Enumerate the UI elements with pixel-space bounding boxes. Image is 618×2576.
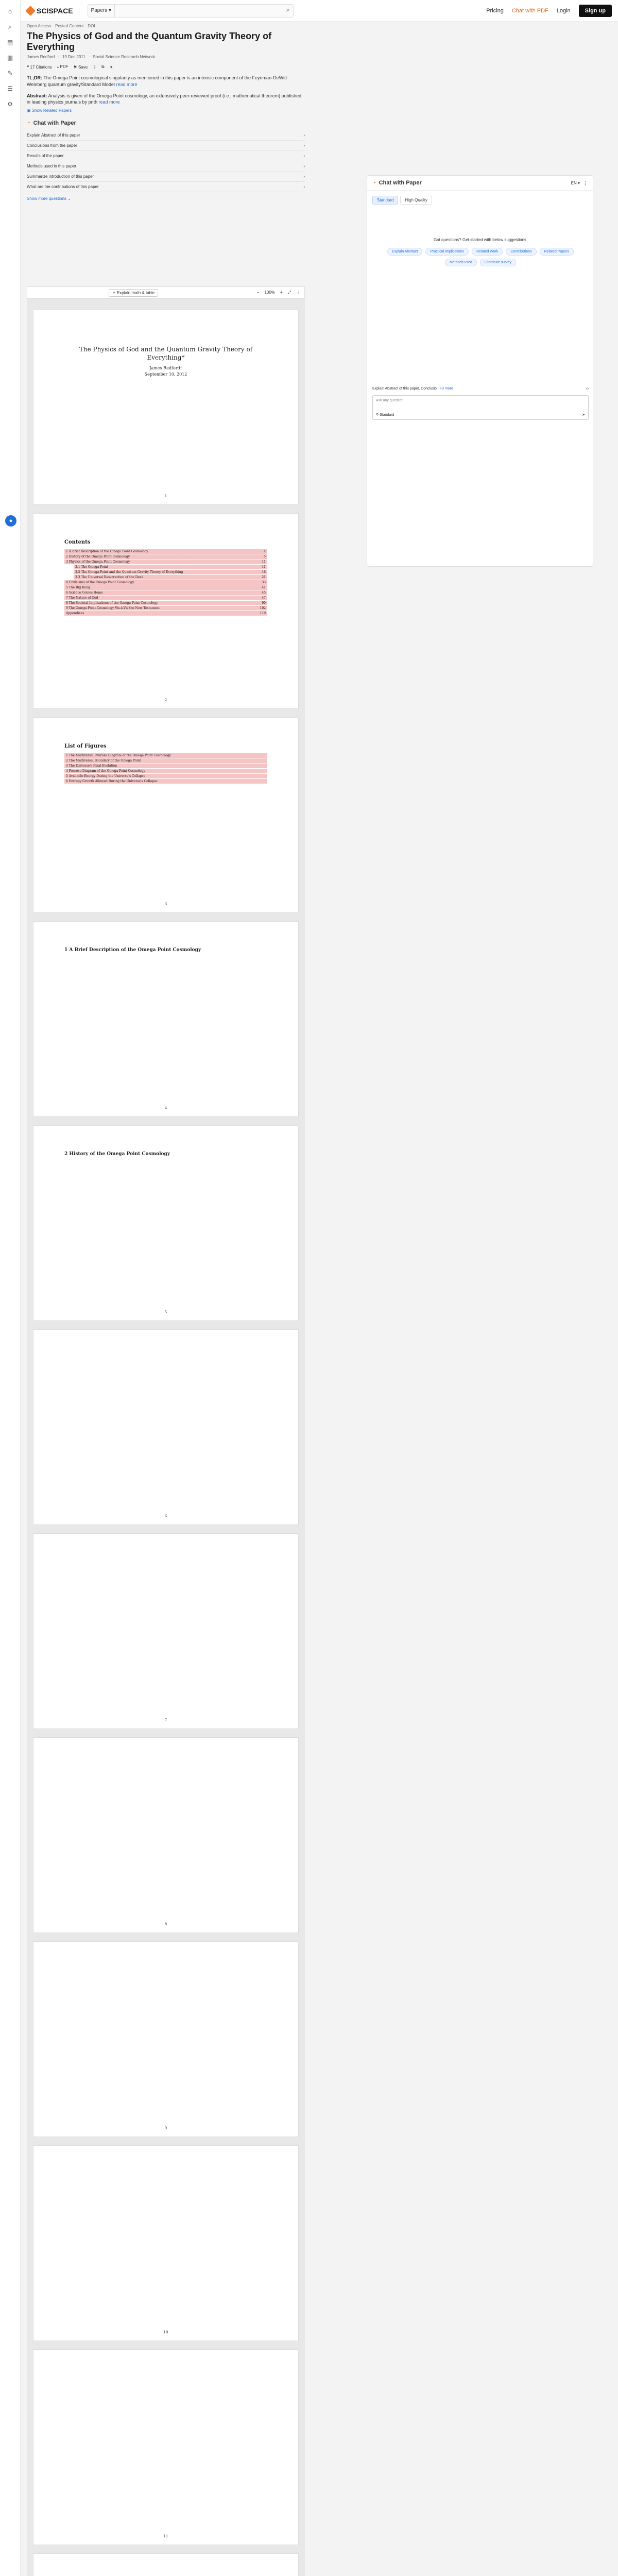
- toc-entry[interactable]: Appendixes 110: [64, 611, 267, 616]
- breadcrumb: [27, 24, 305, 28]
- context-text: Explain Abstract of this paper, Conclusio: [372, 387, 437, 391]
- save-button[interactable]: ⚑ Save: [73, 64, 88, 70]
- signup-button[interactable]: Sign up: [579, 5, 612, 17]
- input-mode-select[interactable]: ⚲ Standard: [376, 413, 394, 417]
- pdf-page: 9: [33, 1941, 299, 2137]
- publish-date: 19 Dec 2011: [62, 55, 85, 60]
- toc-entry[interactable]: 1 A Brief Description of the Omega Point Cosmology 4: [64, 549, 267, 554]
- doi-link[interactable]: DOI: [88, 24, 95, 28]
- document-icon[interactable]: ▤: [7, 39, 13, 46]
- paper-actions: [27, 64, 305, 70]
- tldr-text: The Omega Point cosmological singularity as mentioned in this paper is an intrinsic component of the Feynman-DeWitt-Weinberg quantum gravity/Standard Model: [27, 75, 289, 87]
- pdf-page: 7: [33, 1533, 299, 1729]
- pdf-page: 10: [33, 2145, 299, 2341]
- chat-icon: ◔: [372, 180, 376, 186]
- zoom-level[interactable]: 100%: [264, 290, 275, 295]
- toc-entry[interactable]: 3.3 The Universal Resurrection of the Dead 21: [74, 575, 267, 580]
- toc-entry[interactable]: 6 Science Comes Home 45: [64, 590, 267, 595]
- pdf-page: 11: [33, 2349, 299, 2545]
- quote-icon: ❝: [27, 64, 30, 70]
- share-icon[interactable]: ⇪: [93, 64, 96, 70]
- section-heading: 2 History of the Omega Point Cosmology: [64, 1151, 170, 1157]
- suggestion-chip[interactable]: Literature survey: [480, 259, 516, 266]
- fullscreen-icon[interactable]: ⤢: [287, 290, 291, 295]
- chat-panel-header: ◔ Chat with Paper EN ▾ ⋮: [367, 176, 593, 191]
- pdf-page: 2 History of the Omega Point Cosmology 5: [33, 1125, 299, 1321]
- suggestion-chip[interactable]: Explain Abstract: [387, 248, 422, 256]
- sparkle-icon: ✧: [112, 290, 117, 295]
- twitter-icon[interactable]: ✦: [109, 64, 113, 70]
- suggestion-chip[interactable]: Practical Implications: [425, 248, 469, 256]
- zoom-out-icon[interactable]: −: [256, 290, 260, 295]
- copy-icon[interactable]: ⧉: [101, 64, 105, 70]
- top-bar: [21, 0, 618, 22]
- context-bar: [372, 387, 589, 391]
- toc-entry[interactable]: 3 Physics of the Omega Point Cosmology 11: [64, 560, 267, 564]
- paper-author-in-pdf: James Redford†: [149, 366, 182, 371]
- pdf-viewer: [27, 286, 305, 2576]
- chat-icon: ◔: [27, 120, 30, 126]
- venue-link[interactable]: Social Science Research Network: [93, 55, 155, 60]
- figure-entry[interactable]: 4 Penrose Diagram of the Omega Point Cosmology: [64, 769, 267, 773]
- chevron-right-icon: ›: [303, 163, 305, 168]
- logo-icon: [25, 6, 36, 16]
- abstract-text: Analysis is given of the Omega Point cosmology, an extensively peer-reviewed proof (i.e., mathematical theorem) published in leading physics journals by prith: [27, 93, 302, 105]
- toc-entry[interactable]: 3.1 The Omega Point 11: [74, 565, 267, 569]
- pdf-page: List of Figures 1 The Multiversal Penrose Diagram of the Omega Point Cosmology 2 The Multiversal Boundary of the Omega Point 3 The Universe's Final Evolution 4 Penrose Diagram of the Omega Point Cosmology 5 Available Energy During the Universe's Collapse 6 Entropy Growth Allowed During the Universe's Collapse 3: [33, 717, 299, 913]
- pdf-toolbar: [27, 286, 305, 299]
- pen-icon[interactable]: ✎: [7, 70, 13, 77]
- logo[interactable]: [27, 7, 73, 15]
- suggestion-chip[interactable]: Methods used: [445, 259, 477, 266]
- settings-icon[interactable]: ⚙: [7, 100, 13, 108]
- chevron-right-icon: ›: [303, 184, 305, 189]
- toc-entry[interactable]: 8 The Societal Implications of the Omega Point Cosmology 90: [64, 601, 267, 605]
- paper-date-in-pdf: September 10, 2012: [144, 372, 187, 377]
- search-bar: [88, 4, 294, 18]
- figure-entry[interactable]: 2 The Multiversal Boundary of the Omega Point: [64, 758, 267, 763]
- send-icon[interactable]: ➤: [582, 413, 585, 417]
- paper-meta: James Redford · 19 Dec 2011 · Social Science Research Network: [27, 55, 155, 60]
- suggestion-chip[interactable]: Contributions: [506, 248, 536, 256]
- zoom-in-icon[interactable]: +: [280, 290, 283, 295]
- chevron-right-icon: ›: [303, 132, 305, 138]
- pdf-page: [33, 2553, 299, 2576]
- pricing-link[interactable]: Pricing: [486, 7, 504, 14]
- question-item[interactable]: Summarize introduction of this paper ›: [27, 172, 305, 182]
- chevron-right-icon: ›: [303, 153, 305, 158]
- author-link[interactable]: James Redford: [27, 55, 55, 60]
- clear-icon[interactable]: ⟲: [586, 387, 589, 391]
- pdf-page: 8: [33, 1737, 299, 1933]
- chevron-down-icon: ⌄: [67, 196, 71, 201]
- chat-panel: [367, 175, 593, 567]
- suggestion-chip[interactable]: Related Papers: [540, 248, 574, 256]
- search-input[interactable]: [115, 8, 283, 13]
- abstract-read-more[interactable]: read more: [98, 99, 120, 105]
- quality-toggle: [372, 196, 588, 205]
- book-icon[interactable]: ☰: [7, 85, 13, 92]
- toc-entry[interactable]: 5 The Big Bang 41: [64, 585, 267, 590]
- toc-entry[interactable]: 9 The Omega Point Cosmology Vis-à-Vis the New Testament 102: [64, 606, 267, 611]
- question-item[interactable]: Explain Abstract of this paper ›: [27, 130, 305, 141]
- search-scope-select[interactable]: Papers ▾: [88, 5, 115, 17]
- figures-list: [64, 753, 267, 784]
- chat-prompt: Got questions? Get started with below suggestions: [433, 238, 527, 242]
- figure-entry[interactable]: 3 The Universe's Final Evolution: [64, 764, 267, 768]
- chevron-right-icon: ›: [303, 174, 305, 179]
- page-title: The Physics of God and the Quantum Gravity Theory of Everything: [27, 31, 272, 52]
- high-quality-mode-button[interactable]: High Quality: [400, 196, 432, 205]
- suggested-questions: [27, 130, 305, 192]
- home-icon[interactable]: ⌂: [8, 8, 12, 15]
- chat-input[interactable]: Ask any question... ⚲ Standard ➤: [372, 395, 589, 420]
- left-rail: [0, 0, 21, 2576]
- suggestion-chip[interactable]: Related Work: [472, 248, 503, 256]
- question-item[interactable]: What are the contributions of this paper ›: [27, 182, 305, 192]
- paper-title-in-pdf: The Physics of God and the Quantum Gravity Theory of Everything*: [79, 346, 253, 361]
- toc-title: Contents: [64, 539, 91, 545]
- tldr: TL;DR: The Omega Point cosmological singularity as mentioned in this paper is an intrinsic component of the Feynman-DeWitt-Weinberg quantum gravity/Standard Model read more: [27, 75, 289, 87]
- search-icon[interactable]: ⌕: [8, 23, 12, 30]
- figure-entry[interactable]: 1 The Multiversal Penrose Diagram of the Omega Point Cosmology: [64, 753, 267, 758]
- toc-entry[interactable]: 7 The Nature of God 47: [64, 596, 267, 600]
- chevron-right-icon: ›: [303, 143, 305, 148]
- explain-math-button[interactable]: ✧ Explain math & table: [109, 289, 158, 297]
- suggestion-chips: [377, 248, 583, 266]
- open-access-tag: Open Access: [27, 24, 52, 28]
- more-icon[interactable]: ⋮: [296, 290, 300, 295]
- context-more-link[interactable]: +3 more: [439, 387, 453, 391]
- more-icon[interactable]: ⋮: [583, 180, 588, 185]
- question-item[interactable]: Results of the paper ›: [27, 151, 305, 161]
- show-related-papers-link[interactable]: ▣ Show Related Papers: [27, 108, 72, 113]
- pdf-page: 6: [33, 1329, 299, 1525]
- figure-entry[interactable]: 6 Entropy Growth Allowed During the Universe's Collapse: [64, 779, 267, 784]
- show-more-questions-link[interactable]: Show more questions ⌄: [27, 196, 71, 201]
- search-icon[interactable]: ⌕: [286, 7, 290, 13]
- toc-entry[interactable]: 4 Criticisms of the Omega Point Cosmology 33: [64, 580, 267, 585]
- chat-with-paper-heading: ◔ Chat with Paper: [27, 120, 76, 126]
- bookmark-icon: ⚑: [73, 64, 78, 70]
- paper-details: [27, 24, 305, 201]
- citations-button[interactable]: ❝ 17 Citations: [27, 64, 52, 70]
- paperclip-icon: ⚲: [376, 413, 380, 417]
- question-item[interactable]: Methods used in this paper ›: [27, 161, 305, 172]
- pdf-page: 1 A Brief Description of the Omega Point Cosmology 4: [33, 921, 299, 1117]
- related-icon: ▣: [27, 108, 32, 113]
- question-item[interactable]: Conclusions from the paper ›: [27, 141, 305, 151]
- tldr-read-more[interactable]: read more: [116, 81, 138, 87]
- figure-entry[interactable]: 5 Available Energy During the Universe's Collapse: [64, 774, 267, 778]
- section-heading: 1 A Brief Description of the Omega Point Cosmology: [64, 947, 201, 953]
- logo-text: SCISPACE: [37, 6, 73, 15]
- pdf-page: The Physics of God and the Quantum Gravity Theory of Everything* James Redford† September 10, 2012 1: [33, 309, 299, 505]
- pdf-button[interactable]: ⤓ PDF: [57, 64, 68, 70]
- login-link[interactable]: Login: [556, 7, 571, 14]
- list-of-figures-title: List of Figures: [64, 743, 107, 749]
- language-select[interactable]: EN ▾: [571, 180, 580, 185]
- download-icon: ⤓: [57, 64, 60, 70]
- avatar[interactable]: ●: [5, 515, 16, 527]
- chat-with-pdf-link[interactable]: Chat with PDF: [511, 7, 548, 14]
- toc-entry[interactable]: 2 History of the Omega Point Cosmology 5: [64, 554, 267, 559]
- posted-content-tag: Posted Content: [55, 24, 84, 28]
- toc-list: [64, 549, 267, 616]
- standard-mode-button[interactable]: Standard: [372, 196, 398, 205]
- library-icon[interactable]: ▥: [7, 54, 13, 61]
- toc-entry[interactable]: 3.2 The Omega Point and the Quantum Gravity Theory of Everything 18: [74, 570, 267, 574]
- abstract: Abstract: Analysis is given of the Omega Point cosmology, an extensively peer-reviewed proof (i.e., mathematical theorem) published in leading physics journals by prith read more: [27, 93, 302, 105]
- pdf-page: Contents 1 A Brief Description of the Omega Point Cosmology 4 2 History of the Omega Point Cosmology 5 3 Physics of the Omega Point Cosmology 11 3.1 The Omega Point 11 3.2 The Omega Point and the Quantum Gravity Theory of Everything 18 3.3 The Universal Resurrection of the Dead 21 4 Criticisms of the Omega Point Cosmology 33 5 The Big Bang 41 6 Science Comes Home 45 7 The Nature of God 47 8 The Societal Implications of the Omega Point Cosmology 90 9 The Omega Point Cosmology Vis-à-Vis the New Testament 102 Appendixes 110 2: [33, 513, 299, 709]
